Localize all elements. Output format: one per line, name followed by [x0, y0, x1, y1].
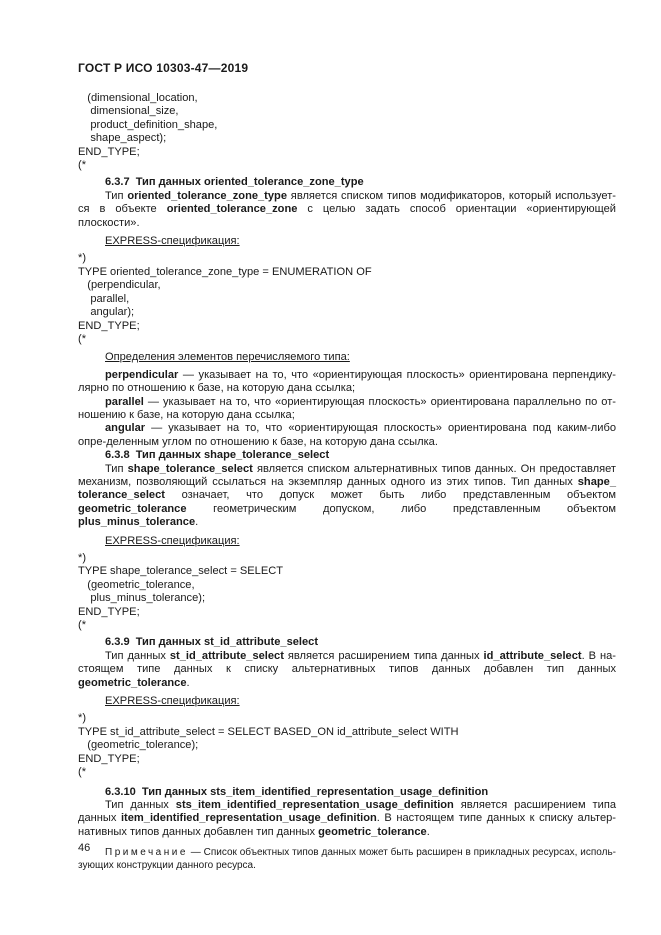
- code-block-continuation: [78, 92, 616, 172]
- note: [78, 847, 616, 872]
- code-block: [78, 552, 616, 632]
- code-line: (*: [78, 332, 87, 345]
- code-line: (*: [78, 159, 87, 172]
- section-title: Тип данных st_id_attribute_select: [135, 636, 319, 649]
- paragraph: Тип данных sts_item_identified_representation_usage_definition является расширением типа данных item_identified_representation_usage_definition. В настоящем типе данных к списку альтер-нативных типов данных добавлен тип данных geometric_tolerance.: [78, 798, 616, 838]
- section-heading-6-3-7: [78, 176, 616, 189]
- code-line: END_TYPE;: [78, 605, 140, 618]
- code-line: (geometric_tolerance,: [78, 578, 195, 591]
- section-title: Тип данных shape_tolerance_select: [135, 449, 330, 462]
- section-number: 6.3.7: [105, 176, 130, 189]
- code-line: (perpendicular,: [78, 279, 161, 292]
- paragraph: Тип данных st_id_attribute_select является расширением типа данных id_attribute_select. В на-стоящем типе данных к списку альтернативных типов данных добавлен тип данных geometric_tolerance.: [78, 649, 616, 689]
- code-line: (*: [78, 766, 87, 779]
- section-number: 6.3.10: [105, 785, 136, 798]
- paragraph: Тип oriented_tolerance_zone_type является списком типов модификаторов, который использует-ся в объекте oriented_tolerance_zone с целью задать способ ориентации «ориентирующей плоскости».: [78, 189, 616, 229]
- code-line: TYPE st_id_attribute_select = SELECT BASED_ON id_attribute_select WITH: [78, 725, 459, 738]
- section-title: Тип данных oriented_tolerance_zone_type: [135, 176, 364, 189]
- express-spec-label: EXPRESS-спецификация:: [105, 235, 240, 248]
- express-spec-label: EXPRESS-спецификация:: [105, 534, 240, 547]
- code-line: *): [78, 712, 87, 725]
- code-line: *): [78, 252, 87, 265]
- code-line: TYPE oriented_tolerance_zone_type = ENUMERATION OF: [78, 265, 372, 278]
- enum-item-definition: angular — указывает на то, что «ориентирующая плоскость» ориентирована под каким-либо опре-деленным углом по отношению к базе, на которую дана ссылка.: [78, 422, 616, 448]
- express-spec-label: EXPRESS-спецификация:: [105, 695, 240, 708]
- code-line: parallel,: [78, 292, 130, 305]
- code-line: angular);: [78, 306, 135, 319]
- code-line: END_TYPE;: [78, 319, 140, 332]
- code-line: product_definition_shape,: [78, 118, 218, 131]
- page-number: 46: [78, 842, 91, 854]
- code-line: dimensional_size,: [78, 105, 179, 118]
- enum-item-definition: perpendicular — указывает на то, что «ориентирующая плоскость» ориентирована перпендику-лярно по отношению к базе, на которую дана ссылка;: [78, 368, 616, 395]
- section-title: Тип данных sts_item_identified_representation_usage_definition: [141, 785, 489, 798]
- enum-definitions-label: Определения элементов перечисляемого типа:: [105, 351, 350, 364]
- code-line: (dimensional_location,: [78, 92, 198, 104]
- code-line: *): [78, 552, 87, 564]
- section-number: 6.3.9: [105, 636, 130, 649]
- section-heading-6-3-10: [78, 786, 616, 799]
- document-body: [78, 92, 616, 872]
- code-block: [78, 712, 616, 779]
- section-heading-6-3-8: [78, 449, 616, 462]
- code-block: [78, 252, 616, 346]
- enum-item-definition: parallel — указывает на то, что «ориентирующая плоскость» ориентирована параллельно по от-ношению к базе, на которую дана ссылка;: [78, 395, 616, 421]
- code-line: (*: [78, 619, 87, 632]
- section-number: 6.3.8: [105, 449, 130, 462]
- code-line: (geometric_tolerance);: [78, 739, 199, 752]
- code-line: END_TYPE;: [78, 752, 140, 765]
- code-line: plus_minus_tolerance);: [78, 592, 206, 605]
- code-line: TYPE shape_tolerance_select = SELECT: [78, 565, 284, 578]
- document-header: ГОСТ Р ИСО 10303-47—2019: [78, 61, 249, 75]
- code-line: shape_aspect);: [78, 132, 167, 145]
- code-line: END_TYPE;: [78, 145, 140, 158]
- section-heading-6-3-9: [78, 636, 616, 649]
- paragraph: Тип shape_tolerance_select является списком альтернативных типов данных. Он предоставляет механизм, позволяющий ссылаться на экземпляр данных одного из этих типов. Тип данных shape_ tolerance_select означает, что допуск может быть либо представленным объектом geometric_tolerance геометрическим допуском, либо представленным объектом plus_minus_tolerance.: [78, 462, 616, 529]
- note-text: — Список объектных типов данных может быть расширен в прикладных ресурсах, исполь-зующих конструкции данного ресурса.: [78, 847, 616, 871]
- note-label: Примечание: [105, 847, 188, 859]
